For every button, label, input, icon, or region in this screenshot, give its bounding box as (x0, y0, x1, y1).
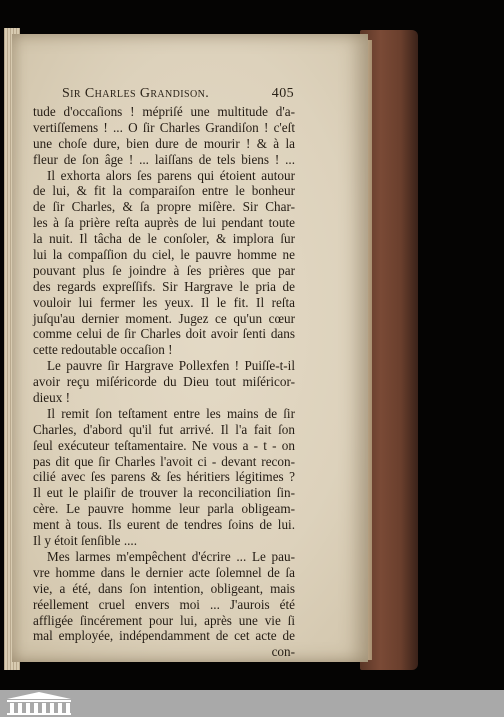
running-header (62, 86, 294, 106)
body-text (33, 104, 295, 660)
text-line: pas dit que ſir Charles l'avoit ci - devant recon- (33, 453, 295, 469)
library-building-icon (4, 691, 74, 716)
text-line: les à ſa prière reſta auprès de lui pendant toute (33, 215, 295, 231)
text-line: dieux ! (33, 390, 70, 406)
text-line: de ſir Charles, & ſa propre miſère. Sir Char- (33, 199, 295, 215)
text-line: con- (271, 644, 295, 660)
text-line: des regards expreſſifs. Sir Hargrave le pria de (33, 278, 295, 294)
text-line: cère. Le pauvre homme leur parla obligeam- (33, 501, 295, 517)
text-line: la nuit. Il tâcha de le conſoler, & implora ſur (33, 231, 295, 247)
text-line: Il remit ſon teſtament entre les mains de ſir (47, 405, 295, 421)
text-line: Il exhorta alors ſes parens qui étoient autour (47, 167, 295, 183)
text-line: Le pauvre ſir Hargrave Pollexfen ! Puiſſe-t-il (47, 358, 295, 374)
text-line: fleur de ſon âge ! ... laiſſans de tels biens ! ... (33, 151, 295, 167)
text-line: ment à tous. Ils eurent de tendres ſoins de lui. (33, 517, 295, 533)
text-line: cilié avec ſes parens & ſes héritiers légitimes ? (33, 469, 295, 485)
text-line: lui la compaſſion du ciel, le pauvre homme ne (33, 247, 295, 263)
text-line: cette redoutable occaſion ! (33, 342, 173, 358)
text-line: de lui, & fit la comparaiſon entre le bonheur (33, 183, 295, 199)
text-line: réellement cruel envers moi ... J'aurois été (33, 596, 295, 612)
text-line: vertiſſemens ! ... O ſir Charles Grandiſon ! c'eſt (33, 119, 295, 135)
page-number: 405 (271, 86, 294, 101)
text-line: Il eut le plaiſir de trouver la reconciliation ſin- (33, 485, 295, 501)
text-line: vouloir lui fermer les yeux. Il le fit. Il reſta (33, 294, 295, 310)
running-title: Sir Charles Grandison. (62, 86, 210, 101)
text-line: affligée ſincérement pour lui, après une vie ſi (33, 612, 295, 628)
text-line: avoir reçu miſéricorde du Dieu tout miſéricor- (33, 374, 295, 390)
text-line: Il y étoit ſenſible .... (33, 533, 138, 549)
text-line: tude d'occaſions ! mépriſé une multitude d'a- (33, 104, 295, 119)
text-line: vie, a été, dans ſon intention, obligeant, mais (33, 580, 295, 596)
text-line: une choſe dure, bien dure de mourir ! & à la (33, 135, 295, 151)
text-line: mal employée, indépendamment de cet acte de (33, 628, 295, 644)
text-line: Charles, d'abord qu'il fut arrivé. Il l'a fait ſon (33, 421, 295, 437)
text-line: comme celui de ſir Charles doit avoir ſenti dans (33, 326, 295, 342)
text-line: Mes larmes m'empêchent d'écrire ... Le pau- (47, 548, 295, 564)
text-line: vre homme dans le dernier acte ſolemnel de ſa (33, 564, 295, 580)
text-line: ſeul exécuteur teſtamentaire. Ne vous a - t - on (33, 437, 295, 453)
viewer-footer-bar (0, 690, 504, 717)
text-line: pouvant plus ſe joindre à ſes prières que par (33, 262, 295, 278)
text-line: juſqu'au dernier moment. Jugez ce qu'un cœur (33, 310, 295, 326)
